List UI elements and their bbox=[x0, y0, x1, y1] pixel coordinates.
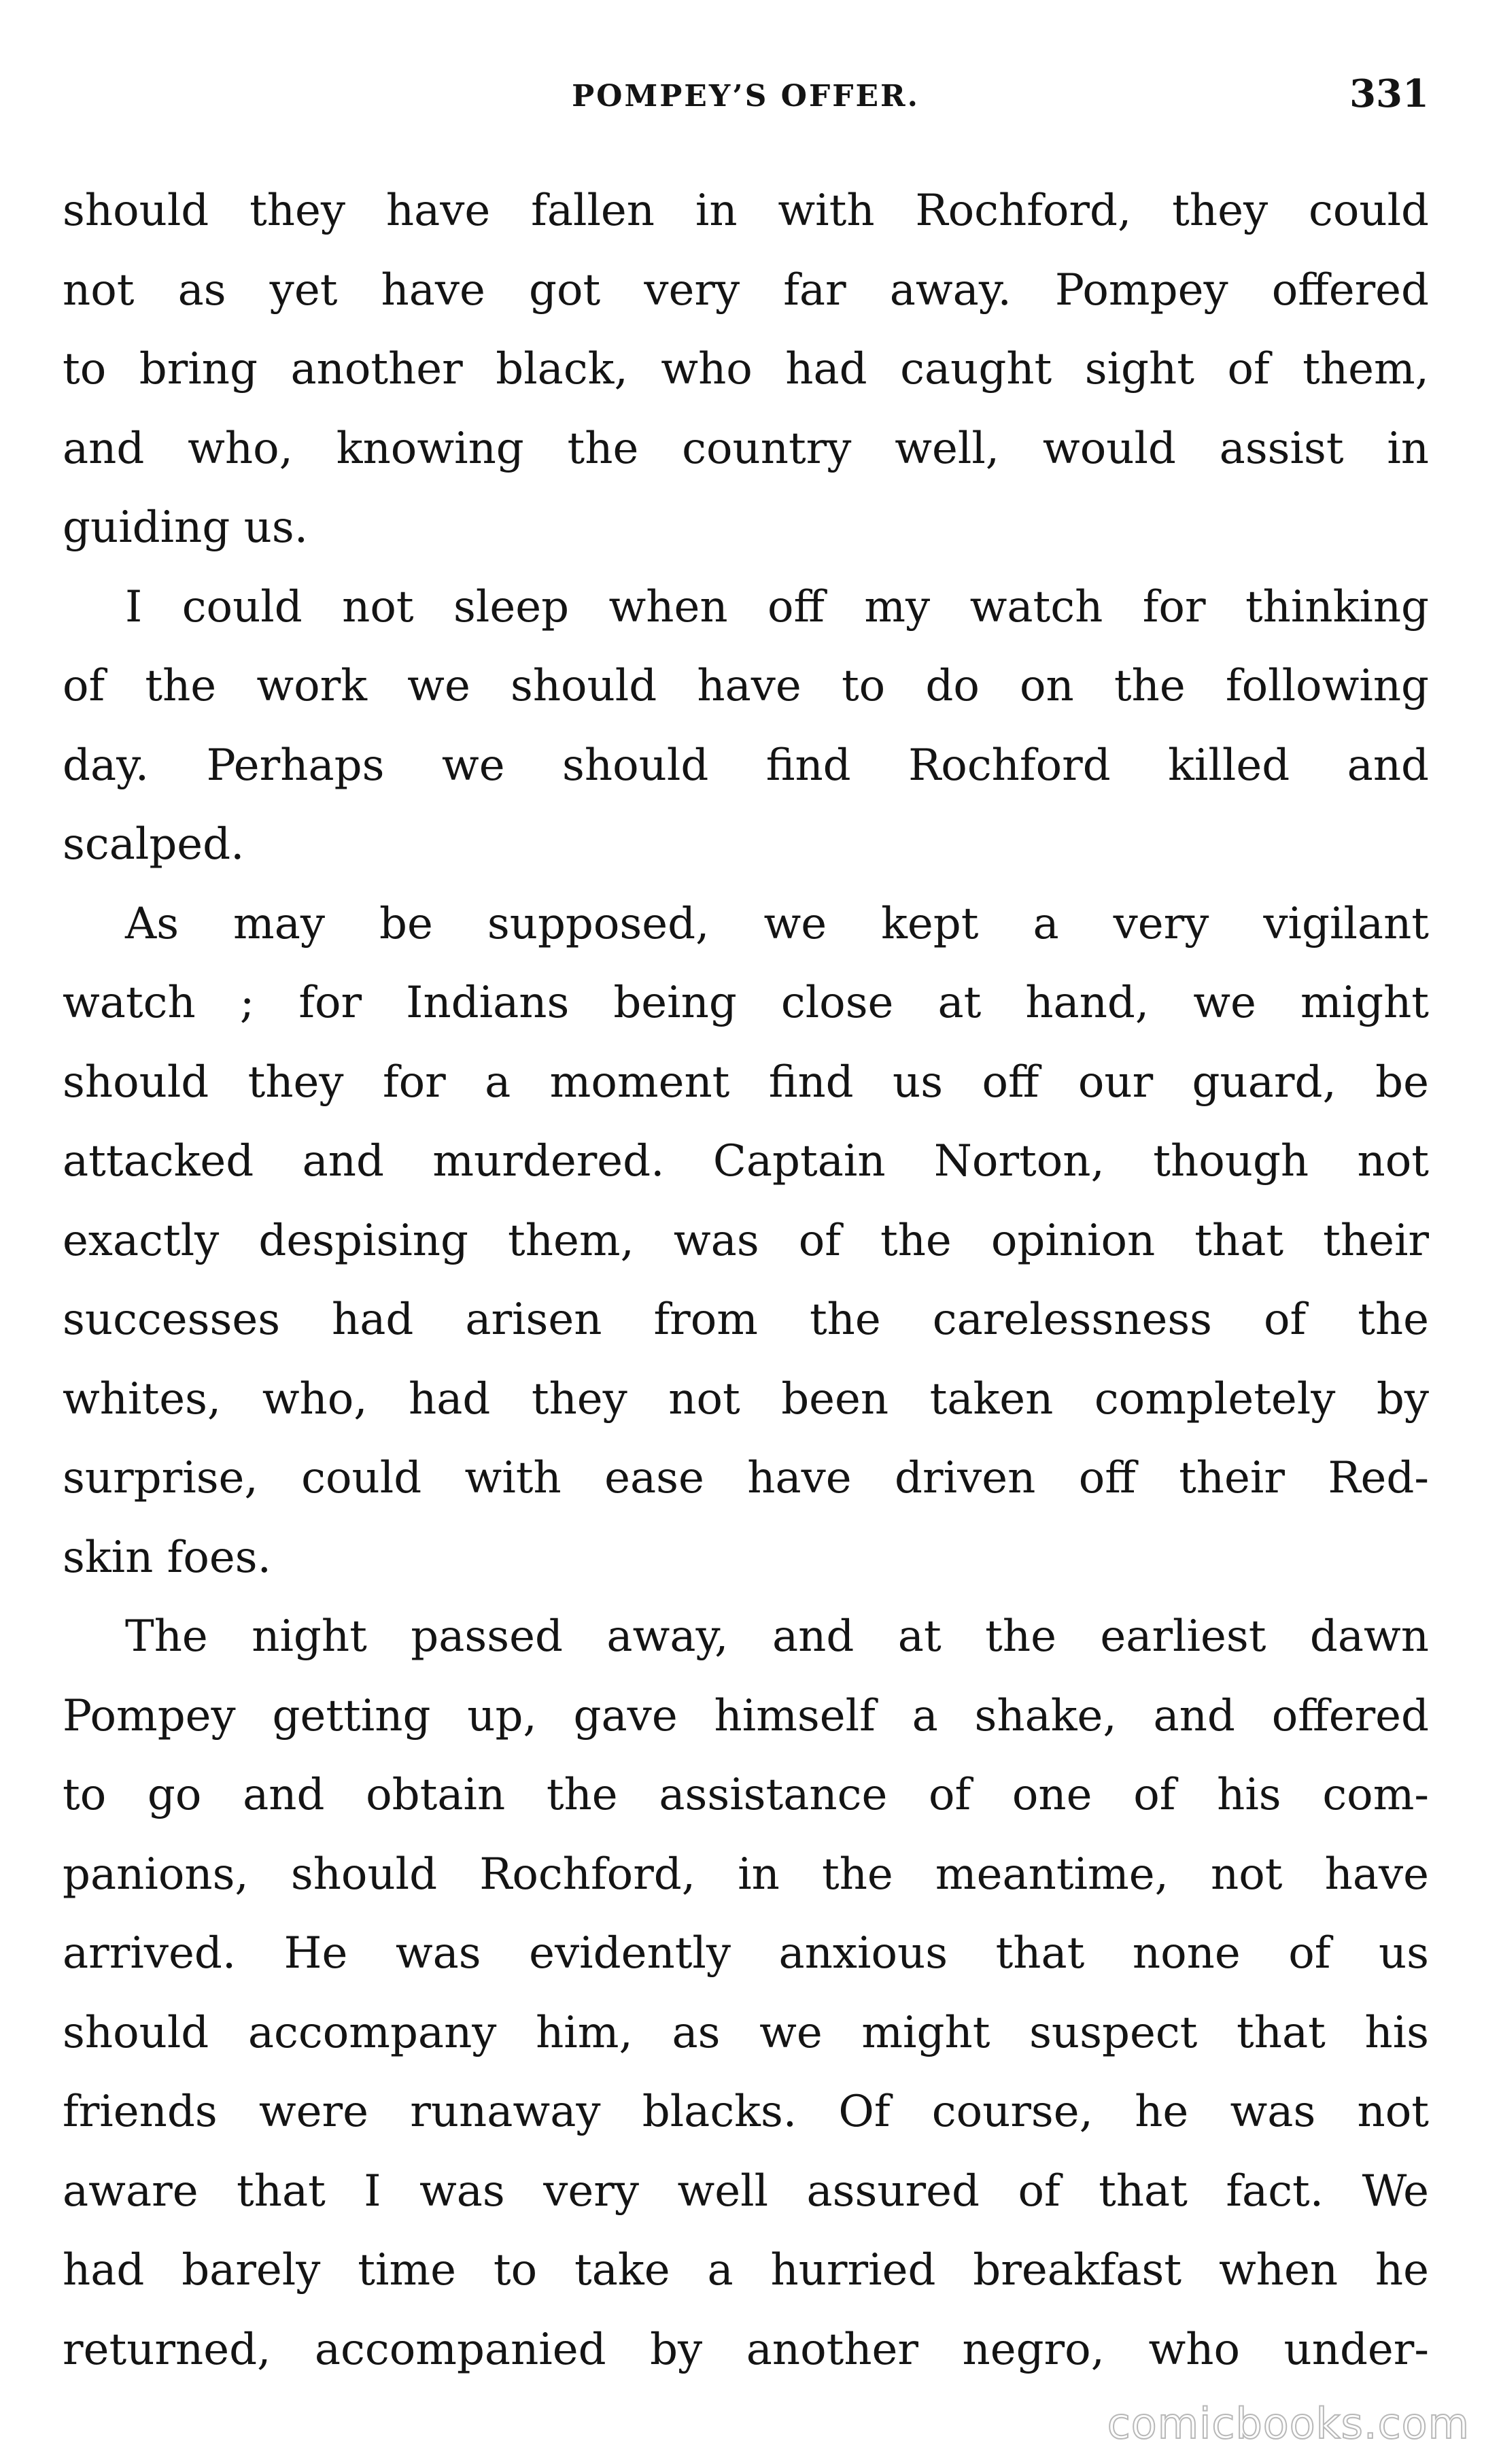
text-line: friends were runaway blacks. Of course, he was not bbox=[63, 2087, 1429, 2137]
text-line: had barely time to take a hurried breakfast when he bbox=[63, 2245, 1429, 2295]
text-line: should accompany him, as we might suspect that his bbox=[63, 2007, 1429, 2058]
body-text bbox=[63, 171, 1429, 2389]
text-line: Pompey getting up, gave himself a shake, and offered bbox=[63, 1690, 1429, 1741]
text-line: whites, who, had they not been taken completely by bbox=[63, 1373, 1429, 1424]
text-line: attacked and murdered. Captain Norton, though not bbox=[63, 1136, 1429, 1186]
text-line: arrived. He was evidently anxious that none of us bbox=[63, 1928, 1429, 1979]
text-line: successes had arisen from the carelessness of the bbox=[63, 1295, 1429, 1345]
text-line: returned, accompanied by another negro, who under- bbox=[63, 2324, 1429, 2375]
text-line: aware that I was very well assured of that fact. We bbox=[63, 2166, 1429, 2217]
text-line: I could not sleep when off my watch for thinking bbox=[125, 581, 1429, 632]
text-line: The night passed away, and at the earliest dawn bbox=[125, 1611, 1429, 1662]
text-line: watch ; for Indians being close at hand, we might bbox=[63, 978, 1429, 1028]
text-line: exactly despising them, was of the opinion that their bbox=[63, 1215, 1429, 1266]
text-line: surprise, could with ease have driven off their Red- bbox=[63, 1453, 1429, 1503]
text-line: to go and obtain the assistance of one of his com- bbox=[63, 1770, 1429, 1820]
running-title: POMPEY’S OFFER. bbox=[572, 79, 920, 114]
text-line: panions, should Rochford, in the meantime, not have bbox=[63, 1849, 1429, 1900]
text-line: should they have fallen in with Rochford, they could bbox=[63, 186, 1429, 236]
text-line: skin foes. bbox=[63, 1532, 271, 1583]
text-line: day. Perhaps we should find Rochford killed and bbox=[63, 740, 1429, 791]
text-line: should they for a moment find us off our guard, be bbox=[63, 1057, 1429, 1108]
text-line: to bring another black, who had caught sight of them, bbox=[63, 344, 1429, 394]
text-line: and who, knowing the country well, would assist in bbox=[63, 423, 1429, 474]
text-line: not as yet have got very far away. Pompey offered bbox=[63, 264, 1429, 315]
text-line: As may be supposed, we kept a very vigilant bbox=[125, 898, 1429, 949]
running-head bbox=[63, 63, 1429, 131]
text-line: scalped. bbox=[63, 819, 245, 870]
text-line: guiding us. bbox=[63, 502, 309, 553]
page-number: 331 bbox=[1349, 71, 1429, 116]
text-line: of the work we should have to do on the following bbox=[63, 661, 1429, 711]
watermark-logo: comicbooks.com bbox=[1107, 2399, 1470, 2448]
